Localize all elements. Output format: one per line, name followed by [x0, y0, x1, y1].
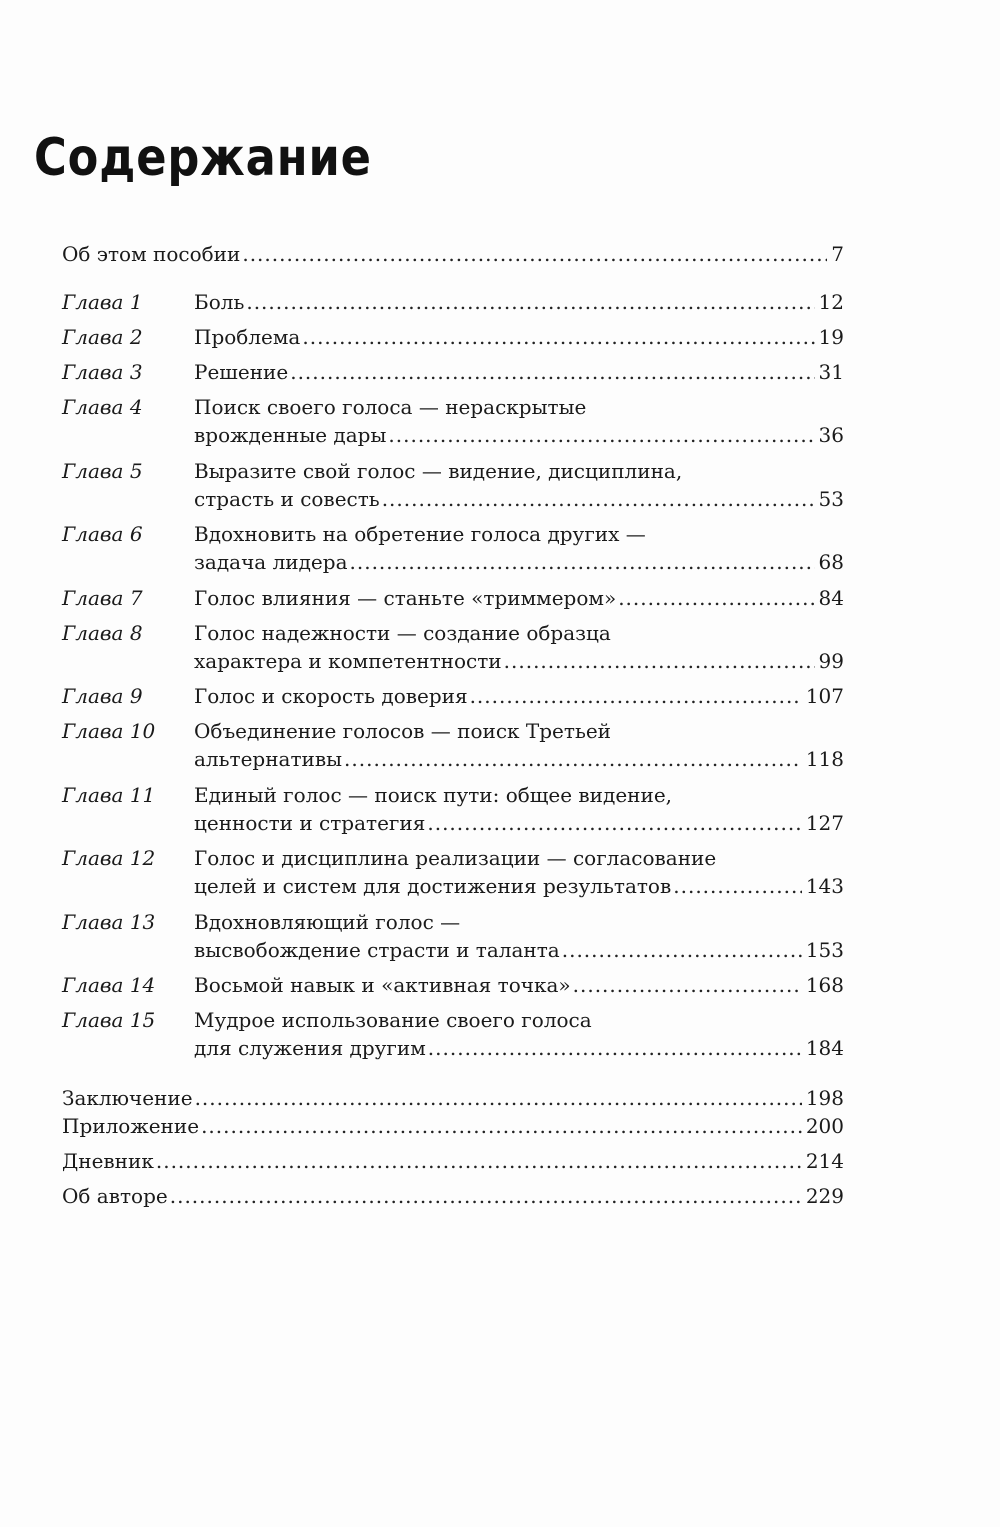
toc-entry-title-line1: Выразите свой голос — видение, дисциплина,: [194, 459, 683, 483]
toc-entry-title-line1: Поиск своего голоса — нераскрытые: [194, 395, 587, 419]
toc-entry-title: Об этом пособии: [62, 242, 241, 266]
dot-leader: [673, 872, 802, 900]
toc-page-number: 118: [805, 747, 844, 771]
dot-leader: [246, 288, 814, 316]
toc-page-number: 7: [831, 242, 844, 266]
dot-leader: [618, 584, 814, 612]
chapter-label: Глава 2: [62, 325, 143, 349]
toc-entry-title: Голос и скорость доверия: [194, 684, 468, 708]
chapter-label: Глава 11: [62, 783, 156, 807]
chapter-label: Глава 8: [62, 621, 143, 645]
toc-entry-title-line1: Единый голос — поиск пути: общее видение,: [194, 783, 673, 807]
toc-entry-title: Решение: [194, 360, 289, 384]
dot-leader: [470, 682, 802, 710]
chapter-label: Глава 4: [62, 395, 143, 419]
toc-entry-title: Дневник: [62, 1149, 154, 1173]
dot-leader: [242, 240, 827, 268]
toc-entry-title-line1: Вдохновляющий голос —: [194, 910, 461, 934]
toc-page-number: 198: [805, 1086, 844, 1110]
dot-leader: [562, 936, 802, 964]
chapter-label: Глава 10: [62, 719, 156, 743]
dot-leader: [201, 1112, 802, 1140]
toc-page-number: 229: [805, 1184, 844, 1208]
toc-page-number: 68: [818, 550, 844, 574]
toc-entry-title-line1: Мудрое использование своего голоса: [194, 1008, 592, 1032]
toc-entry-title: высвобождение страсти и таланта: [194, 938, 560, 962]
toc-entry-title-line1: Голос и дисциплина реализации — согласование: [194, 846, 717, 870]
toc-page-number: 19: [818, 325, 844, 349]
page-title: Содержание: [34, 128, 372, 188]
chapter-label: Глава 12: [62, 846, 156, 870]
dot-leader: [428, 1034, 802, 1062]
dot-leader: [156, 1147, 802, 1175]
toc-page-number: 53: [818, 487, 844, 511]
toc-entry-title: страсть и совесть: [194, 487, 380, 511]
chapter-label: Глава 9: [62, 684, 143, 708]
chapter-label: Глава 14: [62, 973, 156, 997]
toc-entry-title: Голос влияния — станьте «триммером»: [194, 586, 617, 610]
toc-entry-title: характера и компетентности: [194, 649, 502, 673]
toc-entry-title: врожденные дары: [194, 423, 387, 447]
toc-entry-title-line1: Голос надежности — создание образца: [194, 621, 611, 645]
dot-leader: [290, 358, 814, 386]
toc-entry-title-line1: Вдохновить на обретение голоса других —: [194, 522, 646, 546]
toc-page-number: 84: [818, 586, 844, 610]
dot-leader: [504, 647, 815, 675]
dot-leader: [382, 485, 815, 513]
toc-entry-title: Приложение: [62, 1114, 200, 1138]
toc-entry-title: Об авторе: [62, 1184, 168, 1208]
dot-leader: [195, 1084, 802, 1112]
toc-entry-title: альтернативы: [194, 747, 343, 771]
toc-page-number: 127: [805, 811, 844, 835]
toc-page-number: 99: [818, 649, 844, 673]
chapter-label: Глава 7: [62, 586, 143, 610]
toc-page-number: 31: [818, 360, 844, 384]
dot-leader: [573, 971, 802, 999]
chapter-label: Глава 13: [62, 910, 156, 934]
dot-leader: [350, 548, 815, 576]
chapter-label: Глава 1: [62, 290, 143, 314]
toc-entry-title: ценности и стратегия: [194, 811, 426, 835]
toc-entry-title: для служения другим: [194, 1036, 426, 1060]
toc-page-number: 200: [805, 1114, 844, 1138]
toc-page-number: 214: [805, 1149, 844, 1173]
chapter-label: Глава 5: [62, 459, 143, 483]
dot-leader: [388, 421, 814, 449]
toc-page-number: 184: [805, 1036, 844, 1060]
chapter-label: Глава 15: [62, 1008, 156, 1032]
toc-entry-title: Боль: [194, 290, 245, 314]
chapter-label: Глава 6: [62, 522, 143, 546]
dot-leader: [344, 745, 802, 773]
toc-entry-title-line1: Объединение голосов — поиск Третьей: [194, 719, 612, 743]
dot-leader: [427, 809, 801, 837]
toc-entry-title: Проблема: [194, 325, 301, 349]
toc-page-number: 153: [805, 938, 844, 962]
toc-entry-title: Восьмой навык и «активная точка»: [194, 973, 571, 997]
toc-page-number: 143: [805, 874, 844, 898]
toc-page-number: 36: [818, 423, 844, 447]
toc-entry-title: задача лидера: [194, 550, 348, 574]
chapter-label: Глава 3: [62, 360, 143, 384]
toc-entry-title: целей и систем для достижения результатов: [194, 874, 672, 898]
dot-leader: [302, 323, 814, 351]
toc-page-number: 168: [805, 973, 844, 997]
toc-page-number: 107: [805, 684, 844, 708]
toc-entry-title: Заключение: [62, 1086, 193, 1110]
toc-page-number: 12: [818, 290, 844, 314]
dot-leader: [170, 1182, 802, 1210]
